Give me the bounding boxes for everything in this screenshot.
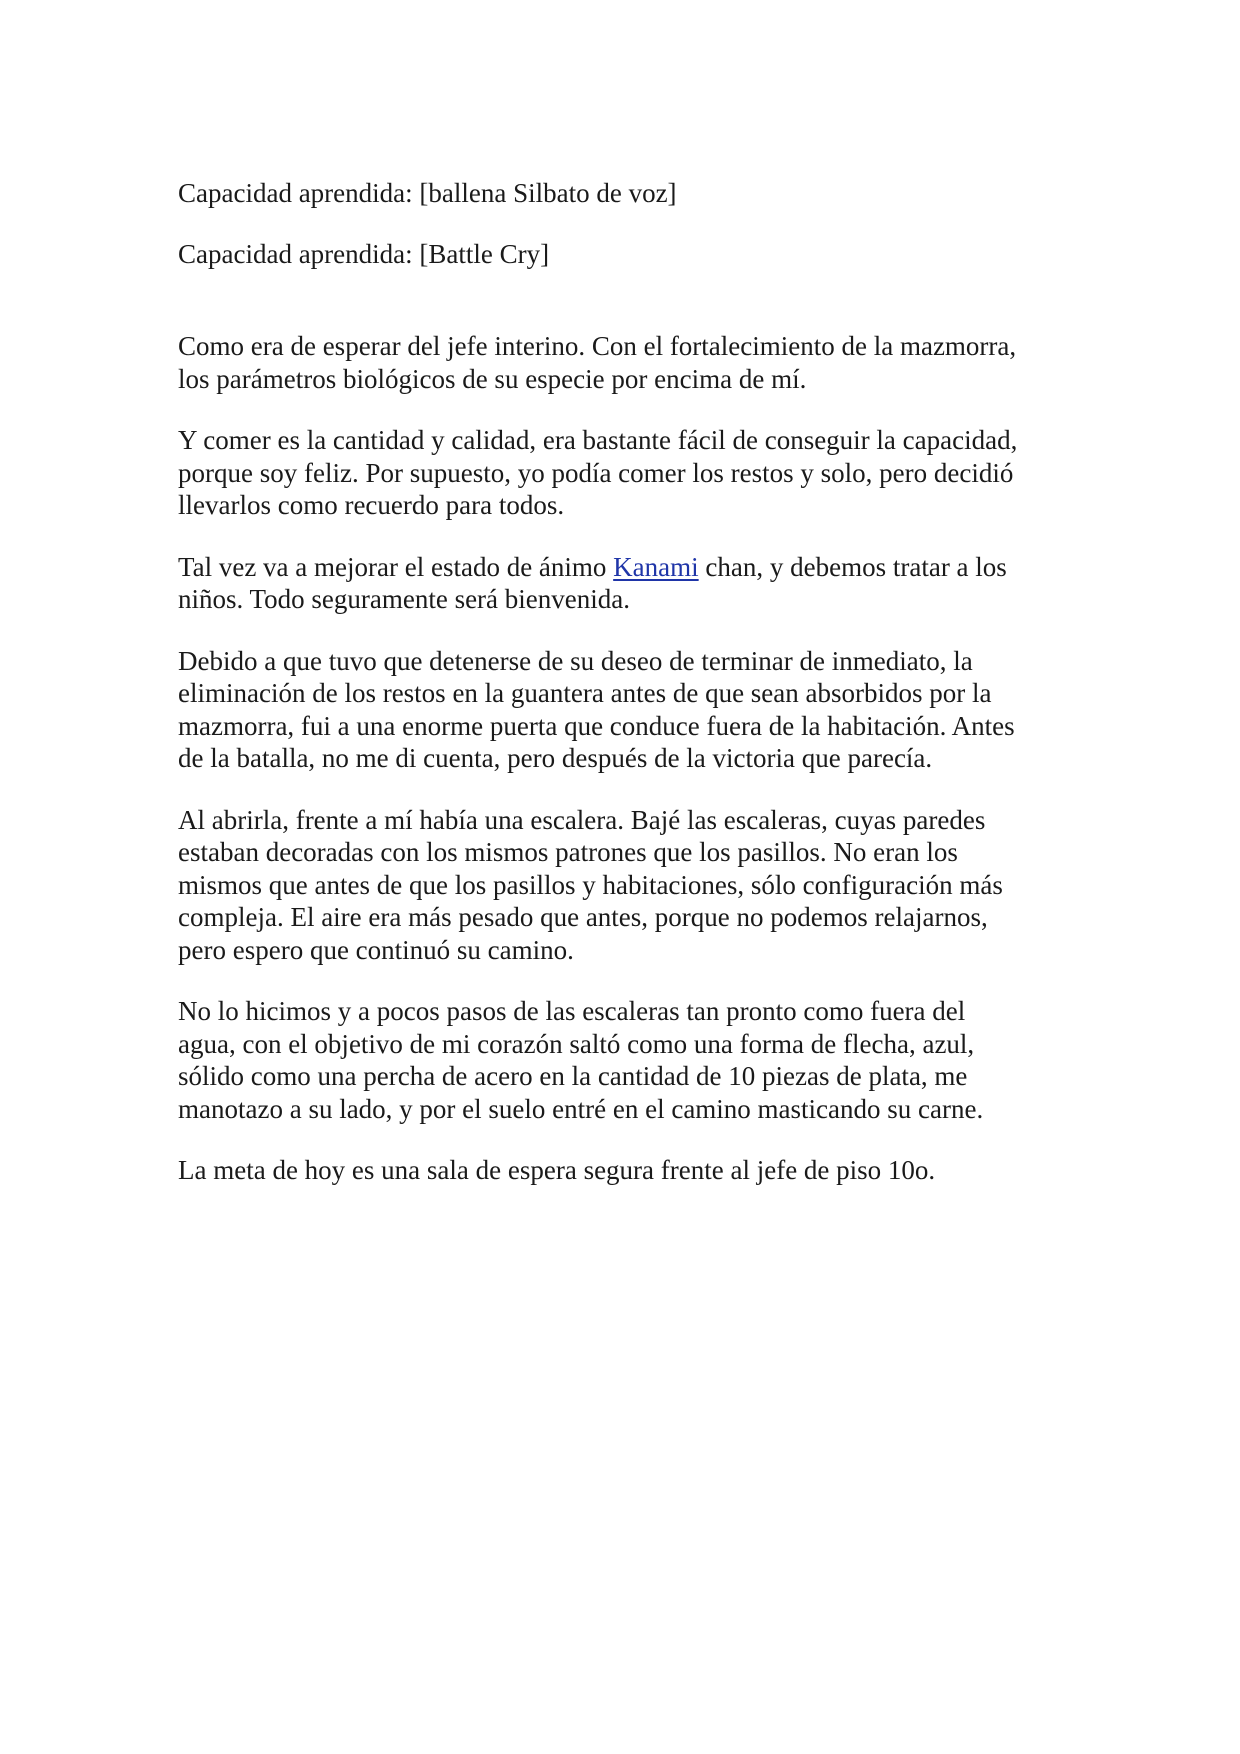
- paragraph-line: llevarlos como recuerdo para todos.: [178, 490, 565, 520]
- paragraph-line: de la batalla, no me di cuenta, pero después de la victoria que parecía.: [178, 743, 933, 773]
- ability-learned-line: Capacidad aprendida: [Battle Cry]: [178, 238, 550, 269]
- paragraph-line: sólido como una percha de acero en la cantidad de 10 piezas de plata, me: [178, 1061, 968, 1091]
- paragraph-line: agua, con el objetivo de mi corazón saltó como una forma de flecha, azul,: [178, 1028, 975, 1059]
- paragraph: La meta de hoy es una sala de espera segura frente al jefe de piso 10o.: [178, 1155, 936, 1185]
- text-segment: Tal vez va a mejorar el estado de ánimo: [178, 551, 614, 582]
- paragraph-line: eliminación de los restos en la guantera antes de que sean absorbidos por la: [178, 678, 992, 708]
- paragraph-line: los parámetros biológicos de su especie por encima de mí.: [178, 363, 807, 394]
- paragraph-line: compleja. El aire era más pesado que antes, porque no podemos relajarnos,: [178, 902, 988, 932]
- paragraph-line: porque soy feliz. Por supuesto, yo podía comer los restos y solo, pero decidió: [178, 457, 1014, 488]
- ability-learned-line: Capacidad aprendida: [ballena Silbato de voz]: [178, 178, 677, 208]
- paragraph: [178, 551, 1068, 616]
- paragraph-line: Al abrirla, frente a mí había una escalera. Bajé las escaleras, cuyas paredes: [178, 804, 986, 835]
- paragraph: [178, 995, 1068, 1125]
- paragraph-line: Debido a que tuvo que detenerse de su deseo de terminar de inmediato, la: [178, 645, 973, 676]
- paragraph-line: Y comer es la cantidad y calidad, era bastante fácil de conseguir la capacidad,: [178, 425, 1018, 455]
- paragraph-line: niños. Todo seguramente será bienvenida.: [178, 584, 630, 614]
- document-body: [178, 177, 1068, 1187]
- paragraph-line: No lo hicimos y a pocos pasos de las escaleras tan pronto como fuera del: [178, 996, 966, 1026]
- paragraph-line: pero espero que continuó su camino.: [178, 934, 574, 965]
- paragraph: [178, 645, 1068, 775]
- paragraph-line: Como era de esperar del jefe interino. Con el fortalecimiento de la mazmorra,: [178, 331, 1017, 361]
- paragraph: [178, 330, 1068, 395]
- kanami-link[interactable]: Kanami: [613, 551, 699, 582]
- paragraph-line: mismos que antes de que los pasillos y habitaciones, sólo configuración más: [178, 869, 1003, 900]
- paragraph: [178, 424, 1068, 522]
- paragraph-line: manotazo a su lado, y por el suelo entré en el camino masticando su carne.: [178, 1093, 984, 1124]
- paragraph-line: mazmorra, fui a una enorme puerta que conduce fuera de la habitación. Antes: [178, 710, 1015, 741]
- paragraph-line: estaban decoradas con los mismos patrones que los pasillos. No eran los: [178, 837, 958, 867]
- text-segment: chan, y debemos tratar a los: [698, 551, 1007, 582]
- paragraph: [178, 804, 1068, 967]
- paragraph-line: [178, 551, 1068, 584]
